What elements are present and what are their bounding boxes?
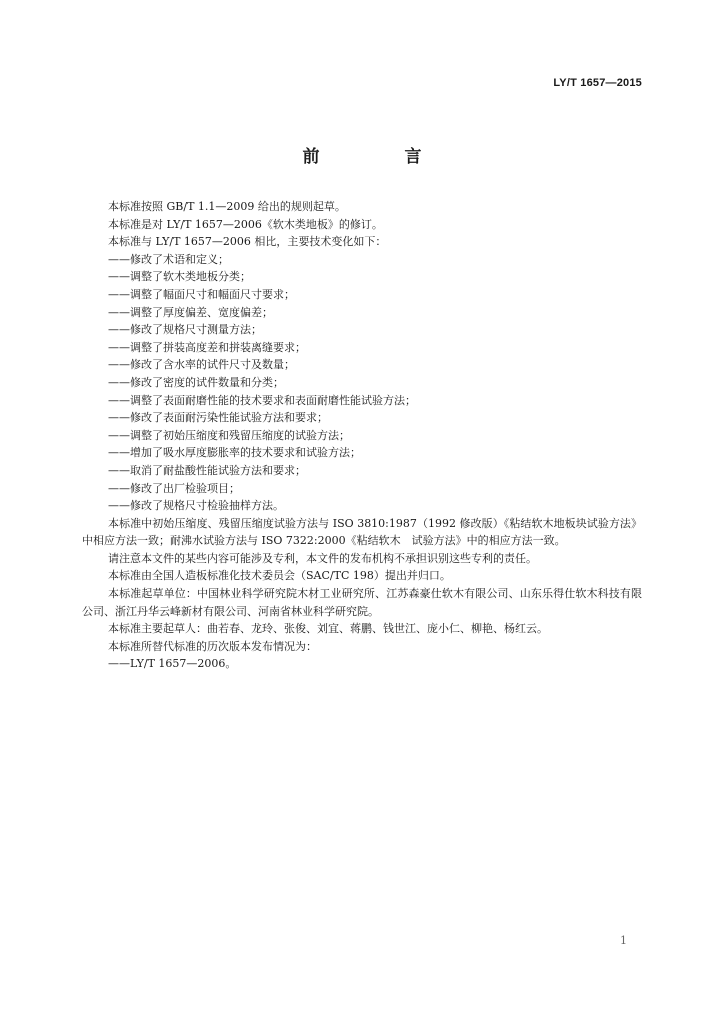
foreword-body [82,198,642,673]
list-item: ——调整了软木类地板分类； [108,270,251,284]
list-item: ——修改了表面耐污染性能试验方法和要求； [108,411,328,425]
section-title: 前 言 [302,147,456,167]
list-item: ——调整了表面耐磨性能的技术要求和表面耐磨性能试验方法； [108,393,416,407]
paragraph: 本标准与 LY/T 1657—2006 相比，主要技术变化如下： [108,235,387,249]
list-item: ——修改了术语和定义； [108,252,229,266]
paragraph: 本标准中初始压缩度、残留压缩度试验方法与 ISO 3810:1987（1992 修改版）《粘结软木地板块试验方法》中相应方法一致；耐沸水试验方法与 ISO 7322:2000《粘结软木 试验方法》中的相应方法一致。 [82,516,642,548]
paragraph: 本标准所替代标准的历次版本发布情况为： [108,639,317,653]
paragraph: 本标准主要起草人：曲若春、龙玲、张俊、刘宜、蒋鹏、钱世江、庞小仁、柳艳、杨红云。 [108,622,548,636]
standard-code: LY/T 1657—2015 [553,77,642,89]
page-number: 1 [620,934,627,947]
paragraph: 本标准按照 GB/T 1.1—2009 给出的规则起草。 [108,200,346,213]
list-item: ——调整了幅面尺寸和幅面尺寸要求； [108,287,295,301]
list-item: ——修改了含水率的试件尺寸及数量； [108,358,295,372]
list-item: ——调整了拼装高度差和拼装离缝要求； [108,340,306,354]
list-item: ——增加了吸水厚度膨胀率的技术要求和试验方法； [108,446,361,460]
list-item: ——修改了密度的试件数量和分类； [108,375,284,389]
paragraph: 请注意本文件的某些内容可能涉及专利，本文件的发布机构不承担识别这些专利的责任。 [108,551,537,565]
paragraph: 本标准是对 LY/T 1657—2006《软木类地板》的修订。 [108,217,383,231]
list-item: ——调整了厚度偏差、宽度偏差； [108,305,273,319]
list-item: ——修改了出厂检验项目； [108,481,240,495]
paragraph: 本标准起草单位：中国林业科学研究院木材工业研究所、江苏森豪仕软木有限公司、山东乐得仕软木科技有限公司、浙江丹华云峰新材有限公司、河南省林业科学研究院。 [82,587,642,618]
list-item: ——LY/T 1657—2006。 [108,657,237,671]
list-item: ——修改了规格尺寸检验抽样方法。 [108,499,284,513]
paragraph: 本标准由全国人造板标准化技术委员会（SAC/TC 198）提出并归口。 [108,569,451,583]
list-item: ——修改了规格尺寸测量方法； [108,323,262,337]
list-item: ——调整了初始压缩度和残留压缩度的试验方法； [108,428,350,442]
list-item: ——取消了耐盐酸性能试验方法和要求； [108,463,306,477]
